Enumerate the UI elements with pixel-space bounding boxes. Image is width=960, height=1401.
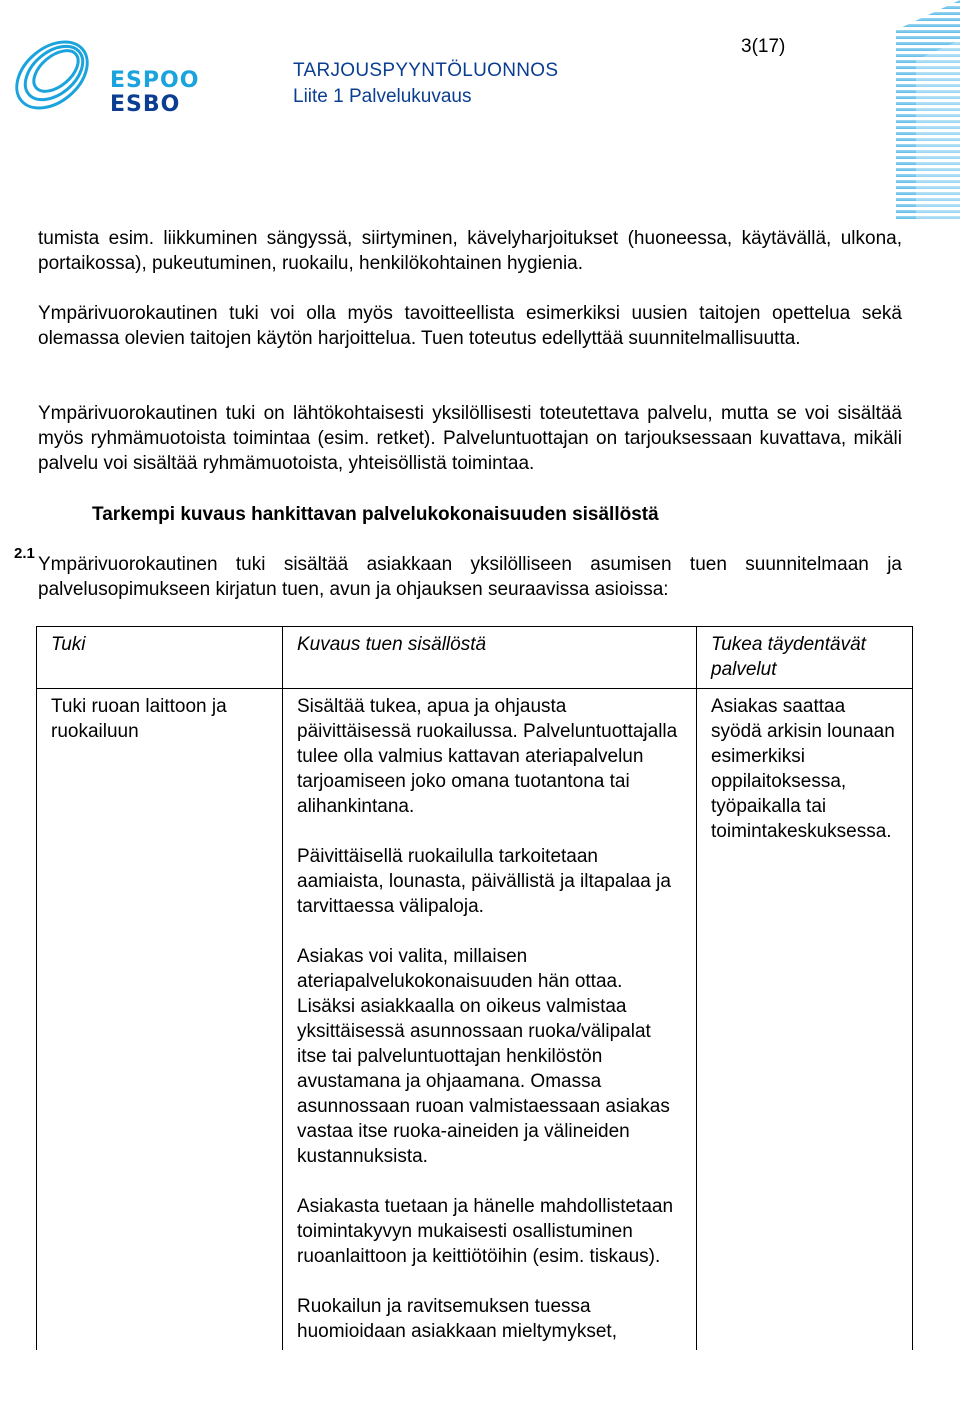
paragraph-goal-oriented-support: Ympärivuorokautinen tuki voi olla myös tavoitteellista esimerkiksi uusien taitojen opettelua sekä olemassa olevien taitojen käytön harjoittelua. Tuen toteutus edellyttää suunnitelmallisuutta. — [38, 303, 902, 349]
cell-description — [283, 689, 697, 1351]
table-header-row — [37, 627, 913, 689]
cell-support: Tuki ruoan laittoon ja ruokailuun — [37, 689, 283, 1351]
paragraph-individual-support: Ympärivuorokautinen tuki on lähtökohtaisesti yksilöllisesti toteutettava palvelu, mutta se voi sisältää myös ryhmämuotoista toimintaa (esim. retket). Palveluntuottajan on tarjouksessaan kuvattava, mikäli palvelu voi sisältää ryhmämuotoista, yhteisöllistä toimintaa. — [38, 403, 902, 474]
paragraph-section-intro: Ympärivuorokautinen tuki sisältää asiakkaan yksilölliseen asumisen tuen suunnitelmaan ja palvelusopimukseen kirjatun tuen, avun ja ohjauksen seuraavissa asioissa: — [38, 554, 902, 600]
description-block: Asiakasta tuetaan ja hänelle mahdollistetaan toimintakyvyn mukaisesti osallistuminen ruoanlaittoon ja keittiötöihin (esim. tiskaus). — [297, 1196, 674, 1267]
decorative-pattern-icon — [896, 0, 960, 220]
section-number: 2.1 — [14, 545, 35, 562]
header-supplementary: Tukea täydentävät palvelut — [697, 627, 913, 689]
description-block: Ruokailun ja ravitsemuksen tuessa huomioidaan asiakkaan mieltymykset, — [297, 1296, 617, 1342]
description-block: Päivittäisellä ruokailulla tarkoitetaan aamiaista, lounasta, päivällistä ja iltapalaa ja tarvittaessa välipaloja. — [297, 846, 671, 917]
section-heading: Tarkempi kuvaus hankittavan palvelukokonaisuuden sisällöstä — [92, 504, 659, 525]
table-row — [37, 689, 913, 1351]
description-block: Asiakas voi valita, millaisen ateriapalvelukokonaisuuden hän ottaa. Lisäksi asiakkaalla on oikeus valmistaa yksittäisessä asunnossaan ruoka/välipalat itse tai palveluntuottajan henkilöstön avustamana ja ohjaamana. Omassa asunnossaan ruoan valmistaessaan asiakas vastaa itse ruoka-aineiden ja välineiden kustannuksista. — [297, 946, 670, 1167]
logo-text-esbo: ESBO — [110, 92, 181, 117]
espoo-esbo-logo — [2, 10, 202, 140]
header-support: Tuki — [37, 627, 283, 689]
page-number: 3(17) — [741, 36, 786, 57]
header-description: Kuvaus tuen sisällöstä — [283, 627, 697, 689]
document-title: TARJOUSPYYNTÖLUONNOS — [293, 60, 559, 81]
logo-text-espoo: ESPOO — [110, 68, 200, 93]
document-subtitle: Liite 1 Palvelukuvaus — [293, 86, 472, 107]
paragraph-continuation: tumista esim. liikkuminen sängyssä, siirtyminen, kävelyharjoitukset (huoneessa, käytävällä, ulkona, portaikossa), pukeutuminen, ruokailu, henkilökohtainen hygienia. — [38, 228, 902, 274]
description-block: Sisältää tukea, apua ja ohjausta päivittäisessä ruokailussa. Palveluntuottajalla tulee olla valmius kattavan ateriapalvelun tarjoamiseen joko omana tuotantona tai alihankintana. — [297, 696, 678, 817]
support-table — [36, 626, 913, 1350]
cell-supplementary: Asiakas saattaa syödä arkisin lounaan esimerkiksi oppilaitoksessa, työpaikalla tai toimintakeskuksessa. — [697, 689, 913, 1351]
